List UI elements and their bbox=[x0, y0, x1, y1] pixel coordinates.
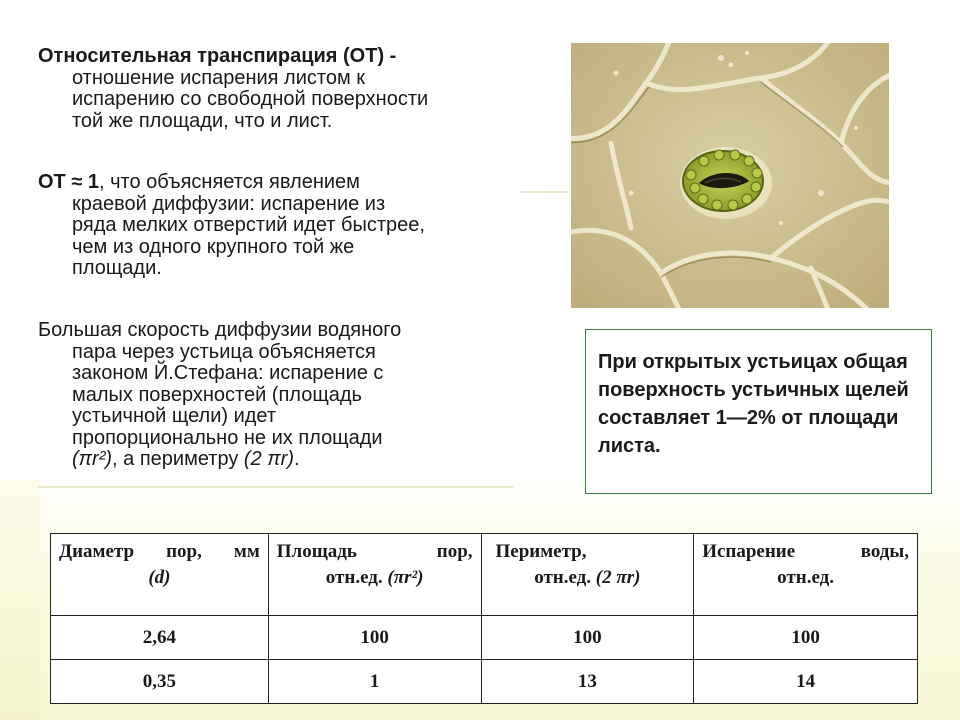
stefan-paragraph bbox=[38, 320, 518, 471]
table-header-row bbox=[51, 534, 918, 616]
stefan-first-line: Большая скорость диффузии водяного bbox=[38, 319, 402, 341]
cell-area: 1 bbox=[268, 660, 481, 704]
header-perimeter-formula: (2 πr) bbox=[595, 567, 641, 588]
table-row bbox=[51, 660, 918, 704]
header-area-word2: пор, bbox=[436, 541, 473, 562]
ot-definition-body: отношение испарения листом к испарению со свободной поверхности той же площади, что и лист. bbox=[72, 66, 429, 132]
cell-evaporation: 14 bbox=[694, 660, 918, 704]
header-evaporation-word1: Испарение bbox=[702, 541, 796, 562]
header-area-word1: Площадь bbox=[276, 541, 357, 562]
ot-definition-lead: Относительная транспирация (ОТ) - bbox=[38, 45, 397, 67]
stefan-body bbox=[38, 342, 518, 471]
pore-evaporation-table bbox=[50, 533, 918, 704]
stefan-formula-area: (πr²) bbox=[72, 448, 113, 470]
header-diameter-word3: мм bbox=[233, 541, 260, 562]
background-strip bbox=[0, 480, 40, 720]
cell-perimeter: 13 bbox=[481, 660, 694, 704]
stefan-formula-perimeter: (2 πr) bbox=[243, 448, 294, 470]
header-area bbox=[268, 534, 481, 616]
header-evaporation-word2: воды, bbox=[860, 541, 909, 562]
header-diameter bbox=[51, 534, 269, 616]
cell-perimeter: 100 bbox=[481, 616, 694, 660]
header-perimeter-word1: Периметр, bbox=[495, 541, 587, 562]
ot-definition-paragraph bbox=[38, 46, 528, 132]
ot-approx-paragraph bbox=[38, 172, 518, 280]
cell-diameter: 2,64 bbox=[51, 616, 269, 660]
header-area-unit: отн.ед. bbox=[325, 567, 388, 588]
decorative-line bbox=[38, 486, 513, 488]
stefan-end-text: . bbox=[293, 448, 300, 470]
ot-approx-lead: ОТ ≈ 1 bbox=[38, 171, 99, 193]
cell-diameter: 0,35 bbox=[51, 660, 269, 704]
decorative-line bbox=[520, 191, 568, 193]
ot-approx-body: краевой диффузии: испарение из ряда мелких отверстий идет быстрее, чем из одного крупного той же площади. bbox=[72, 192, 425, 279]
header-evaporation-unit: отн.ед. bbox=[777, 567, 834, 588]
stefan-body-text: пара через устьица объясняется законом Й.Стефана: испарение с малых поверхностей (площадь устьичной щели) идет пропорционально не их площади bbox=[72, 340, 384, 449]
header-diameter-word1: Диаметр bbox=[59, 541, 135, 562]
header-diameter-symbol: (d) bbox=[148, 567, 171, 588]
stomata-note-text: При открытых устьицах общая поверхность устьичных щелей составляет 1—2% от площади листа. bbox=[598, 351, 909, 457]
table-row bbox=[51, 616, 918, 660]
cell-area: 100 bbox=[268, 616, 481, 660]
header-diameter-word2: пор, bbox=[166, 541, 202, 562]
stoma-micrograph-icon bbox=[571, 43, 889, 308]
cell-evaporation: 100 bbox=[694, 616, 918, 660]
stomata-note-box bbox=[585, 329, 932, 494]
header-perimeter bbox=[481, 534, 694, 616]
ot-approx-first-line: , что объясняется явлением bbox=[99, 171, 360, 193]
stefan-mid-text: , а периметру bbox=[112, 448, 244, 470]
header-perimeter-unit: отн.ед. bbox=[534, 567, 596, 588]
header-area-formula: (πr²) bbox=[387, 567, 424, 588]
header-evaporation bbox=[694, 534, 918, 616]
